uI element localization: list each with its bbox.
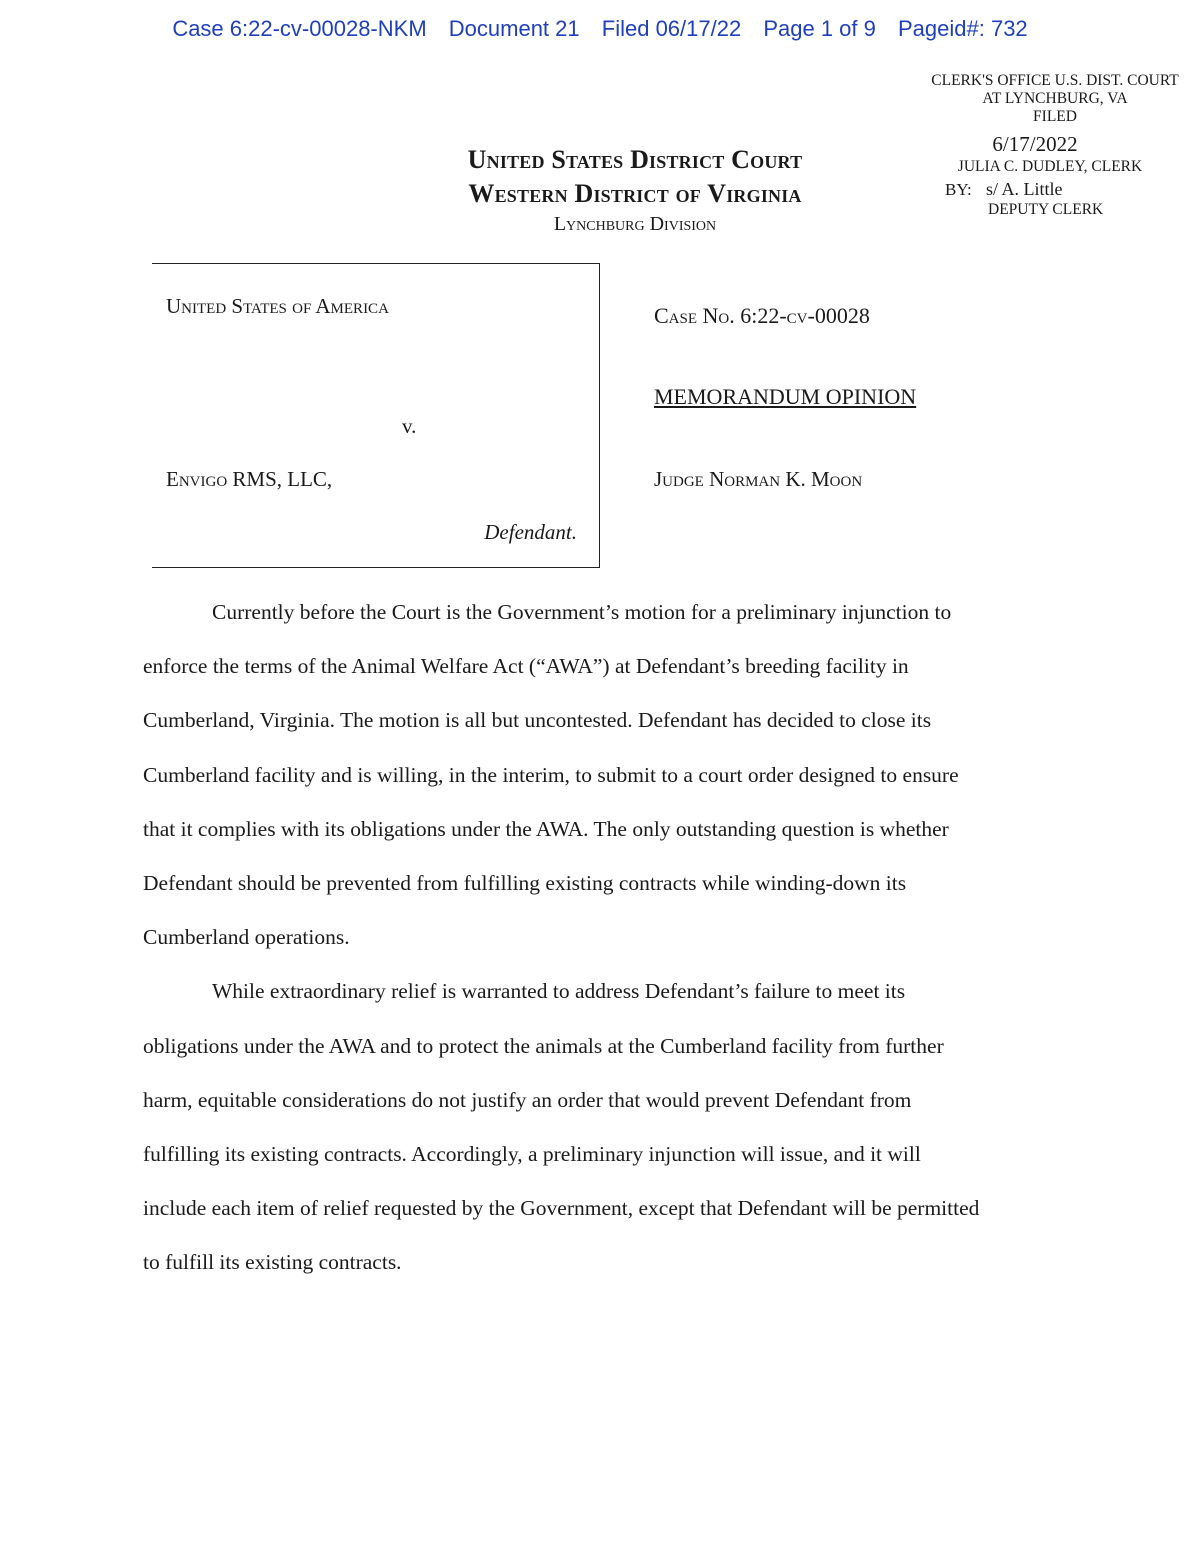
- clerk-by-line: [920, 180, 1190, 199]
- clerk-by-label: BY:: [945, 180, 972, 199]
- clerk-location: AT LYNCHBURG, VA: [982, 90, 1128, 107]
- ecf-header-stamp: [0, 16, 1200, 42]
- clerk-deputy: DEPUTY CLERK: [988, 201, 1104, 218]
- clerk-date: 6/17/2022: [992, 132, 1078, 156]
- defendant-label: Defendant.: [484, 520, 577, 544]
- clerk-office: CLERK'S OFFICE U.S. DIST. COURT: [931, 72, 1179, 89]
- header-page-count: Page 1 of 9: [763, 16, 876, 41]
- court-name: United States District Court: [467, 145, 803, 174]
- case-number: Case No. 6:22-cv-00028: [654, 303, 870, 328]
- paragraph-2: While extraordinary relief is warranted to address Defendant’s failure to meet its obligations under the AWA and to protect the animals at the Cumberland facility from further harm, equitable considerations do not justify an order that would prevent Defendant from fulfilling its existing contracts. Accordingly, a preliminary injunction will issue, and it will include each item of relief requested by the Government, except that Defendant will be permitted to fulfill its existing contracts.: [143, 979, 980, 1275]
- clerk-status: FILED: [1033, 108, 1077, 125]
- document-title: MEMORANDUM OPINION: [654, 384, 917, 409]
- versus-label: v.: [402, 414, 417, 438]
- opinion-body: [143, 585, 1073, 1290]
- header-filed-date: Filed 06/17/22: [601, 16, 742, 41]
- judge-name: Judge Norman K. Moon: [654, 467, 863, 491]
- defendant-name: Envigo RMS, LLC,: [166, 467, 333, 491]
- clerk-name: JULIA C. DUDLEY, CLERK: [957, 158, 1143, 175]
- court-title-block: [330, 143, 940, 237]
- court-division: Lynchburg Division: [553, 213, 717, 235]
- court-district: Western District of Virginia: [468, 179, 802, 208]
- clerk-filing-stamp: [920, 72, 1190, 219]
- paragraph-1: Currently before the Court is the Government’s motion for a preliminary injunction to enforce the terms of the Animal Welfare Act (“AWA”) at Defendant’s breeding facility in Cumberland, Virginia. The motion is all but uncontested. Defendant has decided to close its Cumberland facility and is willing, in the interim, to submit to a court order designed to ensure that it complies with its obligations under the AWA. The only outstanding question is whether Defendant should be prevented from fulfilling existing contracts while winding-down its Cumberland operations.: [143, 600, 959, 950]
- header-pageid: Pageid#: 732: [898, 16, 1028, 41]
- header-document-number: Document 21: [448, 16, 580, 41]
- plaintiff-name: United States of America: [166, 294, 389, 318]
- case-caption-box: [152, 263, 600, 568]
- clerk-signature: s/ A. Little: [986, 179, 1063, 199]
- header-case-number: Case 6:22-cv-00028-NKM: [172, 16, 427, 41]
